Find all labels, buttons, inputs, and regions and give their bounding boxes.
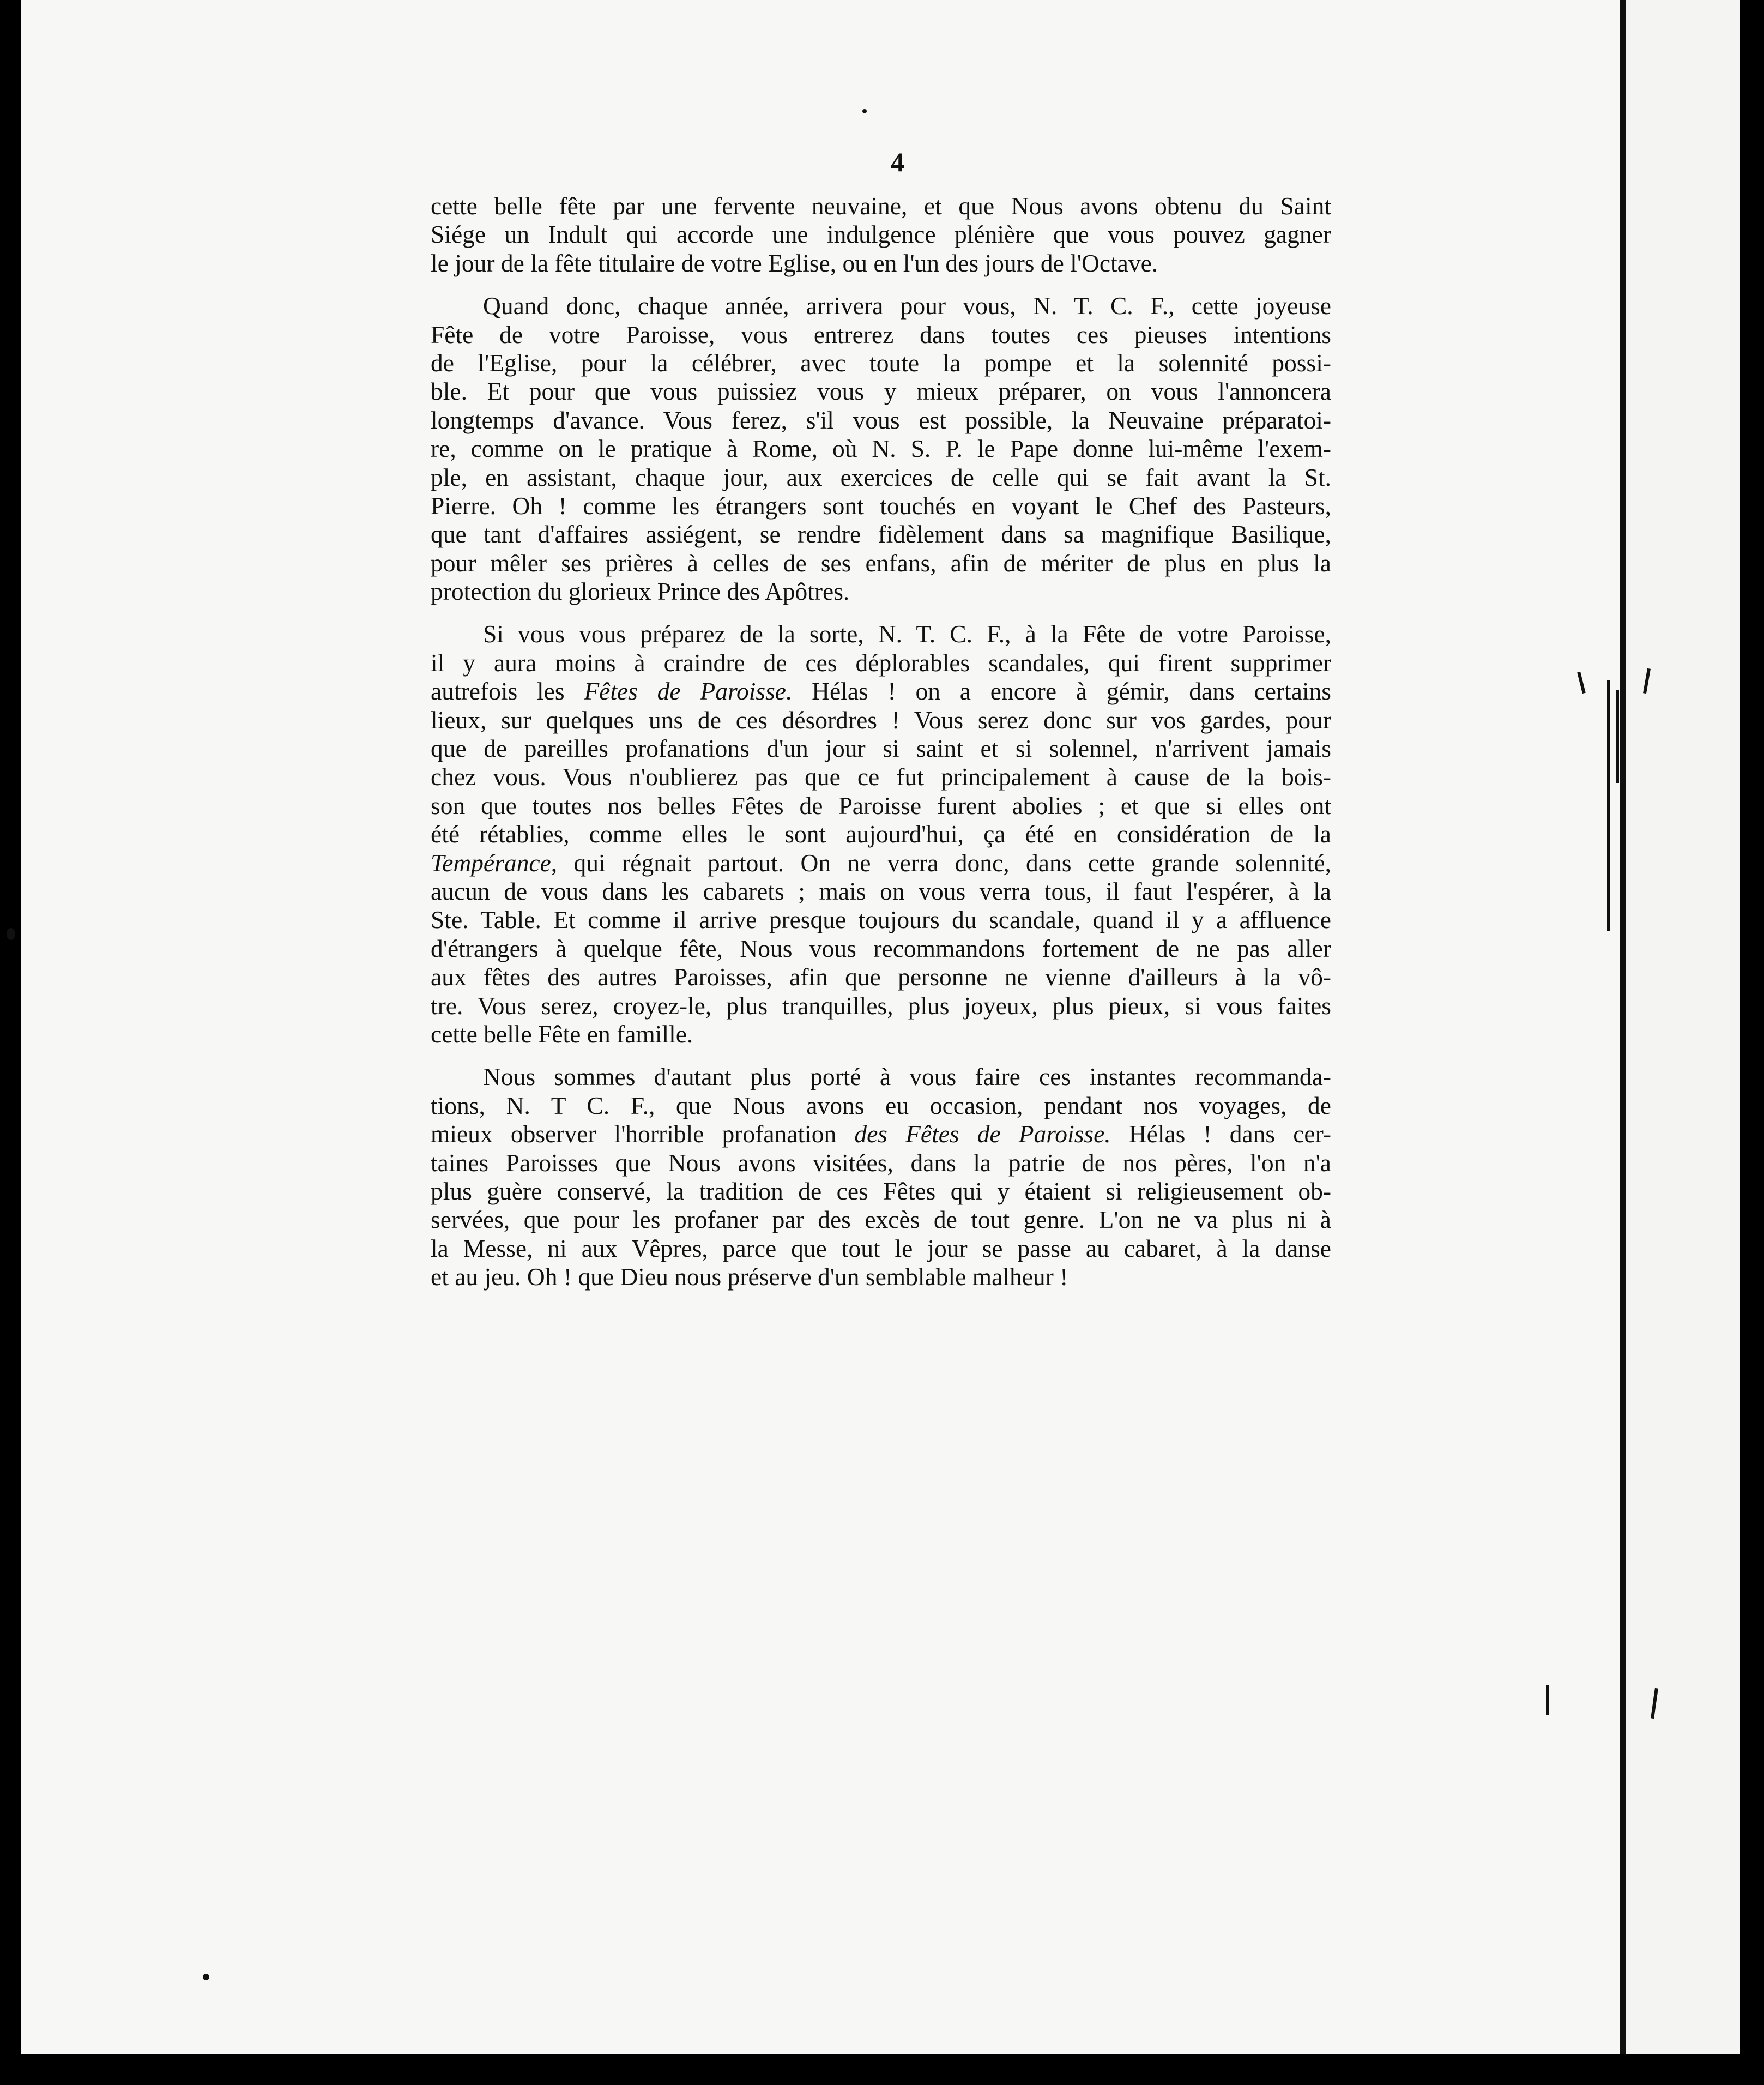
paragraph-gap bbox=[431, 1048, 1331, 1063]
page-number: 4 bbox=[891, 147, 904, 177]
text-line: son que toutes nos belles Fêtes de Paroisse furent abolies ; et que si elles ont bbox=[431, 791, 1331, 819]
text-line: ble. Et pour que vous puissiez vous y mieux préparer, on vous l'annoncera bbox=[431, 377, 1331, 406]
text-line: mieux observer l'horrible profanation des Fêtes de Paroisse. Hélas ! dans cer- bbox=[431, 1120, 1331, 1148]
text-line: d'étrangers à quelque fête, Nous vous recommandons fortement de ne pas aller bbox=[431, 934, 1331, 962]
scan-speck bbox=[203, 1974, 209, 1980]
text-line: lieux, sur quelques uns de ces désordres ! Vous serez donc sur vos gardes, pour bbox=[431, 706, 1331, 734]
body-text bbox=[431, 192, 1331, 1291]
text-line: re, comme on le pratique à Rome, où N. S. P. le Pape donne lui-même l'exem- bbox=[431, 435, 1331, 463]
page-fold-line bbox=[1620, 0, 1626, 2054]
text-line: Ste. Table. Et comme il arrive presque toujours du scandale, quand il y a affluence bbox=[431, 906, 1331, 934]
text-line: tre. Vous serez, croyez-le, plus tranquilles, plus joyeux, plus pieux, si vous faites bbox=[431, 991, 1331, 1020]
text-line: longtemps d'avance. Vous ferez, s'il vous est possible, la Neuvaine préparatoi- bbox=[431, 406, 1331, 434]
facing-page-edge bbox=[1626, 0, 1740, 2054]
text-line: autrefois les Fêtes de Paroisse. Hélas ! on a encore à gémir, dans certains bbox=[431, 677, 1331, 706]
text-line: la Messe, ni aux Vêpres, parce que tout le jour se passe au cabaret, à la danse bbox=[431, 1234, 1331, 1262]
scan-mark bbox=[1546, 1685, 1549, 1715]
paragraph-gap bbox=[431, 278, 1331, 292]
text-line: Siége un Indult qui accorde une indulgence plénière que vous pouvez gagner bbox=[431, 220, 1331, 249]
text-line: servées, que pour les profaner par des excès de tout genre. L'on ne va plus ni à bbox=[431, 1206, 1331, 1234]
text-line: cette belle fête par une fervente neuvaine, et que Nous avons obtenu du Saint bbox=[431, 192, 1331, 220]
text-line: de l'Eglise, pour la célébrer, avec toute la pompe et la solennité possi- bbox=[431, 348, 1331, 377]
scan-mark bbox=[1607, 680, 1610, 931]
text-line: aux fêtes des autres Paroisses, afin que personne ne vienne d'ailleurs à la vô- bbox=[431, 963, 1331, 991]
text-line: que tant d'affaires assiégent, se rendre fidèlement dans sa magnifique Basilique, bbox=[431, 520, 1331, 549]
scan-speck bbox=[7, 928, 15, 940]
text-line: cette belle Fête en famille. bbox=[431, 1020, 693, 1048]
paragraph-gap bbox=[431, 606, 1331, 620]
text-line: ple, en assistant, chaque jour, aux exercices de celle qui se fait avant la St. bbox=[431, 463, 1331, 491]
text-line: été rétablies, comme elles le sont aujourd'hui, ça été en considération de la bbox=[431, 820, 1331, 848]
scan-speck bbox=[862, 109, 867, 113]
text-line: Fête de votre Paroisse, vous entrerez dans toutes ces pieuses intentions bbox=[431, 320, 1331, 348]
text-line: Si vous vous préparez de la sorte, N. T. C. F., à la Fête de votre Paroisse, bbox=[483, 620, 1331, 648]
text-line: Nous sommes d'autant plus porté à vous faire ces instantes recommanda- bbox=[483, 1063, 1331, 1091]
text-line: que de pareilles profanations d'un jour si saint et si solennel, n'arrivent jamais bbox=[431, 734, 1331, 763]
italic-phrase: Fêtes de Paroisse. bbox=[584, 677, 793, 706]
italic-phrase: Tempérance bbox=[431, 848, 551, 877]
text-line: Pierre. Oh ! comme les étrangers sont touchés en voyant le Chef des Pasteurs, bbox=[431, 491, 1331, 520]
scan-mark bbox=[1616, 690, 1619, 783]
text-line: et au jeu. Oh ! que Dieu nous préserve d'un semblable malheur ! bbox=[431, 1263, 1068, 1291]
text-line: chez vous. Vous n'oublierez pas que ce fut principalement à cause de la bois- bbox=[431, 763, 1331, 791]
text-line: Quand donc, chaque année, arrivera pour vous, N. T. C. F., cette joyeuse bbox=[483, 292, 1331, 320]
text-line: aucun de vous dans les cabarets ; mais on vous verra tous, il faut l'espérer, à la bbox=[431, 877, 1331, 905]
italic-phrase: des Fêtes de Paroisse. bbox=[854, 1120, 1111, 1148]
text-line: plus guère conservé, la tradition de ces Fêtes qui y étaient si religieusement ob- bbox=[431, 1177, 1331, 1205]
text-line: pour mêler ses prières à celles de ses enfans, afin de mériter de plus en plus la bbox=[431, 549, 1331, 577]
text-line: tions, N. T C. F., que Nous avons eu occasion, pendant nos voyages, de bbox=[431, 1091, 1331, 1119]
text-line: taines Paroisses que Nous avons visitées, dans la patrie de nos pères, l'on n'a bbox=[431, 1148, 1331, 1177]
text-line: il y aura moins à craindre de ces déplorables scandales, qui firent supprimer bbox=[431, 648, 1331, 677]
text-line: le jour de la fête titulaire de votre Eglise, ou en l'un des jours de l'Octave. bbox=[431, 249, 1158, 277]
text-line: protection du glorieux Prince des Apôtres. bbox=[431, 577, 850, 606]
text-line: Tempérance, qui régnait partout. On ne verra donc, dans cette grande solennité, bbox=[431, 848, 1331, 877]
